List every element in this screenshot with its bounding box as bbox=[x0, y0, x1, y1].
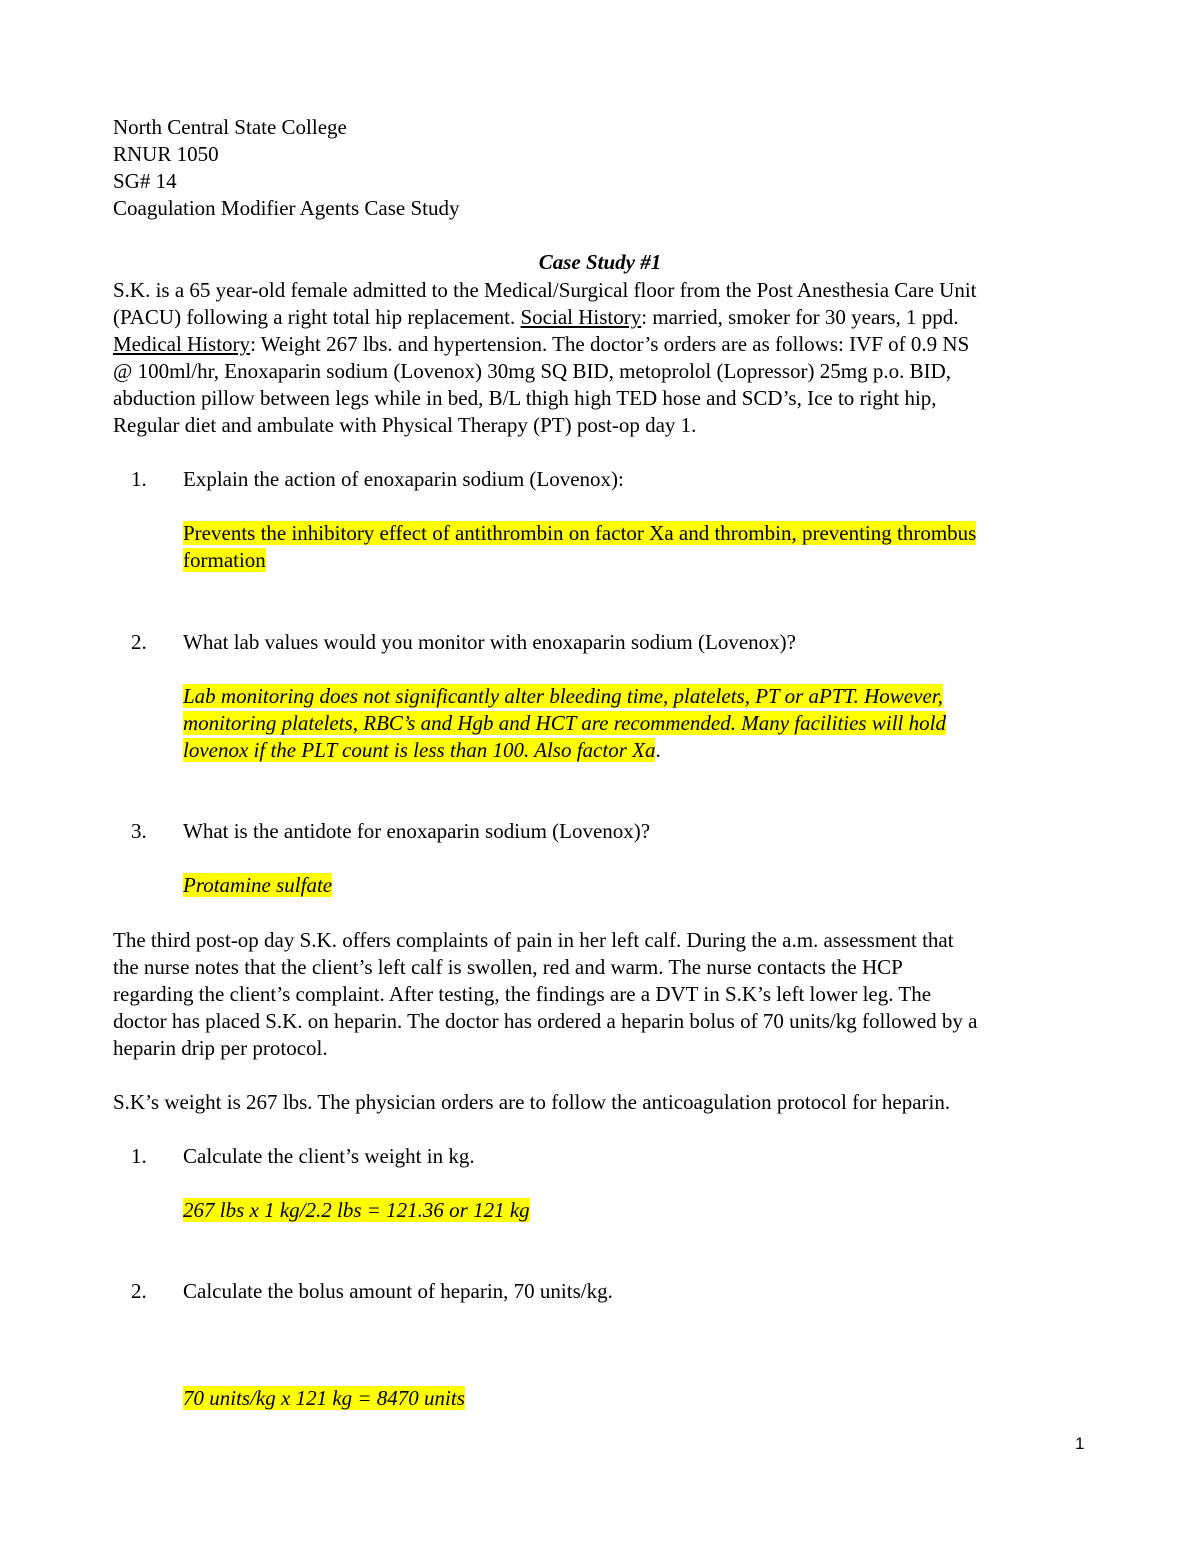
answer-1-line-1: Prevents the inhibitory effect of antithrombin on factor Xa and thrombin, preventing thrombus bbox=[183, 521, 977, 545]
dvt-paragraph-line-2: the nurse notes that the client’s left calf is swollen, red and warm. The nurse contacts the HCP bbox=[113, 955, 903, 979]
intro-line-5: abduction pillow between legs while in bed, B/L thigh high TED hose and SCD’s, Ice to right hip, bbox=[113, 386, 937, 410]
social-history-label: Social History bbox=[520, 305, 642, 329]
answer-2-line-2: monitoring platelets, RBC’s and Hgb and HCT are recommended. Many facilities will hold bbox=[183, 711, 946, 735]
medical-history-label: Medical History bbox=[113, 332, 251, 356]
question-5-text: Calculate the bolus amount of heparin, 70 units/kg. bbox=[183, 1279, 613, 1303]
intro-line-3: Medical History: Weight 267 lbs. and hypertension. The doctor’s orders are as follows: IVF of 0.9 NS bbox=[113, 332, 970, 356]
college-name: North Central State College bbox=[113, 115, 347, 139]
question-1-text: Explain the action of enoxaparin sodium (Lovenox): bbox=[183, 467, 624, 491]
question-2-number: 2. bbox=[131, 630, 147, 654]
intro-line-6: Regular diet and ambulate with Physical Therapy (PT) post-op day 1. bbox=[113, 413, 697, 437]
question-3-text: What is the antidote for enoxaparin sodium (Lovenox)? bbox=[183, 819, 651, 843]
question-1-number: 1. bbox=[131, 467, 147, 491]
case-study-title: Case Study #1 bbox=[538, 250, 662, 274]
question-4-number: 1. bbox=[131, 1144, 147, 1168]
dvt-paragraph-line-3: regarding the client’s complaint. After testing, the findings are a DVT in S.K’s left lower leg. The bbox=[113, 982, 932, 1006]
dvt-paragraph-line-1: The third post-op day S.K. offers complaints of pain in her left calf. During the a.m. assessment that bbox=[113, 928, 954, 952]
question-4-text: Calculate the client’s weight in kg. bbox=[183, 1144, 475, 1168]
answer-3: Protamine sulfate bbox=[183, 873, 333, 897]
course-code: RNUR 1050 bbox=[113, 142, 219, 166]
answer-4: 267 lbs x 1 kg/2.2 lbs = 121.36 or 121 kg bbox=[183, 1198, 530, 1222]
question-5-number: 2. bbox=[131, 1279, 147, 1303]
study-guide-number: SG# 14 bbox=[113, 169, 177, 193]
document-title: Coagulation Modifier Agents Case Study bbox=[113, 196, 460, 220]
answer-2-line-1: Lab monitoring does not significantly alter bleeding time, platelets, PT or aPTT. However, bbox=[183, 684, 943, 708]
page-number: 1 bbox=[1075, 1434, 1085, 1453]
intro-line-2: (PACU) following a right total hip replacement. Social History: married, smoker for 30 years, 1 ppd. bbox=[113, 305, 959, 329]
answer-2-line-3: lovenox if the PLT count is less than 100. Also factor Xa. bbox=[183, 738, 661, 762]
answer-5: 70 units/kg x 121 kg = 8470 units bbox=[183, 1386, 465, 1410]
answer-1-line-2: formation bbox=[183, 548, 266, 572]
dvt-paragraph-line-4: doctor has placed S.K. on heparin. The doctor has ordered a heparin bolus of 70 units/kg followed by a bbox=[113, 1009, 978, 1033]
intro-line-4: @ 100ml/hr, Enoxaparin sodium (Lovenox) 30mg SQ BID, metoprolol (Lopressor) 25mg p.o. BID, bbox=[113, 359, 951, 383]
question-2-text: What lab values would you monitor with enoxaparin sodium (Lovenox)? bbox=[183, 630, 796, 654]
dvt-paragraph-line-5: heparin drip per protocol. bbox=[113, 1036, 328, 1060]
weight-paragraph: S.K’s weight is 267 lbs. The physician orders are to follow the anticoagulation protocol for heparin. bbox=[113, 1090, 951, 1114]
intro-line-1: S.K. is a 65 year-old female admitted to the Medical/Surgical floor from the Post Anesthesia Care Unit bbox=[113, 278, 977, 302]
question-3-number: 3. bbox=[131, 819, 147, 843]
